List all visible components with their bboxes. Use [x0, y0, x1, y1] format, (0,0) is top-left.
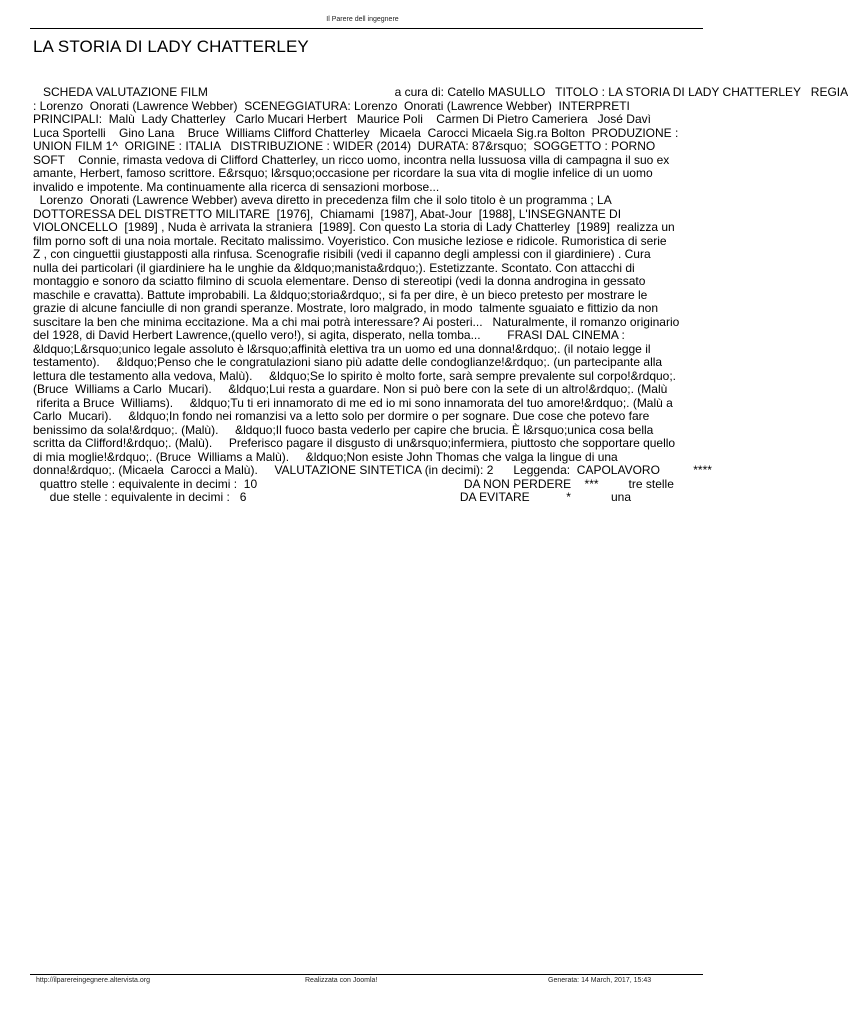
article-line: Lorenzo Onorati (Lawrence Webber) aveva diretto in precedenza film che il solo titolo è un programma ; LA	[33, 193, 612, 207]
article-line: UNION FILM 1^ ORIGINE : ITALIA DISTRIBUZIONE : WIDER (2014) DURATA: 87&rsquo; SOGGETTO : PORNO	[33, 139, 656, 153]
article-line: quattro stelle : equivalente in decimi : 10 DA NON PERDERE *** tre stelle	[33, 476, 674, 491]
article-line: suscitare la ben che minima eccitazione. Ma a chi mai potrà interessare? Ai posteri... Naturalmente, il romanzo originario	[33, 314, 680, 329]
article-line: Luca Sportelli Gino Lana Bruce Williams Clifford Chatterley Micaela Carocci Micaela Sig.ra Bolton PRODUZIONE :	[33, 125, 679, 140]
article-line: amante, Herbert, famoso scrittore. E&rsquo; l&rsquo;occasione per ricordare la sua vita di moglie infelice di un uomo	[33, 166, 653, 180]
article-line: riferita a Bruce Williams). &ldquo;Tu ti eri innamorato di me ed io mi sono innamorata del tuo amore!&rdquo;. (Malù a	[33, 395, 673, 410]
article-line: benissimo da sola!&rdquo;. (Malù). &ldquo;Il fuoco basta vederlo per capire che brucia. È l&rsquo;unica cosa bella	[33, 422, 654, 437]
article-body	[33, 85, 848, 526]
top-divider	[30, 28, 703, 29]
bottom-divider	[30, 974, 703, 975]
article-line: Carlo Mucari). &ldquo;In fondo nei romanzisi va a letto solo per dormire o per sognare. Due cose che potevo fare	[33, 409, 650, 423]
article-line: invalido e impotente. Ma continuamente alla ricerca di sensazioni morbose...	[33, 179, 440, 194]
article-line: scritta da Clifford!&rdquo;. (Malù). Preferisco pagare il disgusto di un&rsquo;infermiera, piuttosto che sopportare quello	[33, 436, 676, 450]
article-line: DOTTORESSA DEL DISTRETTO MILITARE [1976], Chiamami [1987], Abat-Jour [1988], L'INSEGNANTE DI	[33, 206, 622, 221]
article-line: PRINCIPALI: Malù Lady Chatterley Carlo Mucari Herbert Maurice Poli Carmen Di Pietro Cameriera José Davì	[33, 112, 651, 126]
article-line: SCHEDA VALUTAZIONE FILM a cura di: Catello MASULLO TITOLO : LA STORIA DI LADY CHATTERLEY REGIA	[33, 85, 848, 99]
article-line: &ldquo;L&rsquo;unico legale assoluto è l&rsquo;affinità elettiva tra un uomo ed una donna!&rdquo;. (il notaio legge il	[33, 341, 651, 356]
article-line: (Bruce Williams a Carlo Mucari). &ldquo;Lui resta a guardare. Non si può bere con la sete di un altro!&rdquo;. (Malù	[33, 382, 668, 396]
article-line: testamento). &ldquo;Penso che le congratulazioni siano più adatte delle condoglianze!&rdquo;. (un partecipante alla	[33, 355, 663, 369]
footer-generated-date: Generata: 14 March, 2017, 15:43	[548, 977, 652, 984]
article-line: maschile e cravatta). Battute improbabili. La &ldquo;storia&rdquo;, si fa per dire, è un bieco pretesto per mostrare le	[33, 287, 648, 302]
article-line: montaggio e sonoro da sciatto filmino di scuola elementare. Denso di stereotipi (vedi la donna androgina in gessato	[33, 274, 646, 288]
article-line: SOFT Connie, rimasta vedova di Clifford Chatterley, un ricco uomo, incontra nella lussuosa villa di campagna il suo ex	[33, 152, 670, 167]
article-line: donna!&rdquo;. (Micaela Carocci a Malù). VALUTAZIONE SINTETICA (in decimi): 2 Leggenda: CAPOLAVORO ****	[33, 463, 712, 477]
article-line: : Lorenzo Onorati (Lawrence Webber) SCENEGGIATURA: Lorenzo Onorati (Lawrence Webber) INTERPRETI	[33, 98, 630, 113]
footer-cms-credit: Realizzata con Joomla!	[305, 977, 378, 984]
article-line: grazie di alcune fanciulle di non grandi speranze. Mostrate, loro malgrado, in modo talmente sguaiato e fittizio da non	[33, 301, 659, 315]
site-name: Il Parere dell ingegnere	[326, 16, 399, 23]
footer-url-link[interactable]: http://ilparereingegnere.altervista.org	[36, 977, 151, 984]
article-line: film porno soft di una noia mortale. Recitato malissimo. Voyeristico. Con musiche leziose e ridicole. Rumoristica di serie	[33, 233, 667, 248]
article-line: nulla dei particolari (il giardiniere ha le unghie da &ldquo;manista&rdquo;). Estetizzante. Scontato. Con attacchi di	[33, 260, 635, 275]
article-line: di mia moglie!&rdquo;. (Bruce Williams a Malù). &ldquo;Non esiste John Thomas che valga la lingue di una	[33, 449, 618, 464]
article-line: lettura dle testamento alla vedova, Malù). &ldquo;Se lo spirito è molto forte, sarà sempre prevalente sul corpo!&rdquo;.	[33, 368, 677, 383]
article-line: del 1928, di David Herbert Lawrence,(quello vero!), si agita, disperato, nella tomba... FRASI DAL CINEMA :	[33, 328, 625, 342]
article-line: due stelle : equivalente in decimi : 6 DA EVITARE * una	[33, 490, 631, 504]
article-line: Z , con cinguettii giustapposti alla rinfusa. Scenografie risibili (vedi il capanno degli amplessi con il giardiniere) . Cura	[33, 247, 651, 261]
article-title: LA STORIA DI LADY CHATTERLEY	[33, 37, 309, 56]
article-line: VIOLONCELLO [1989] , Nuda è arrivata la straniera [1989]. Con questo La storia di Lady Chatterley [1989] realizza un	[33, 220, 675, 234]
